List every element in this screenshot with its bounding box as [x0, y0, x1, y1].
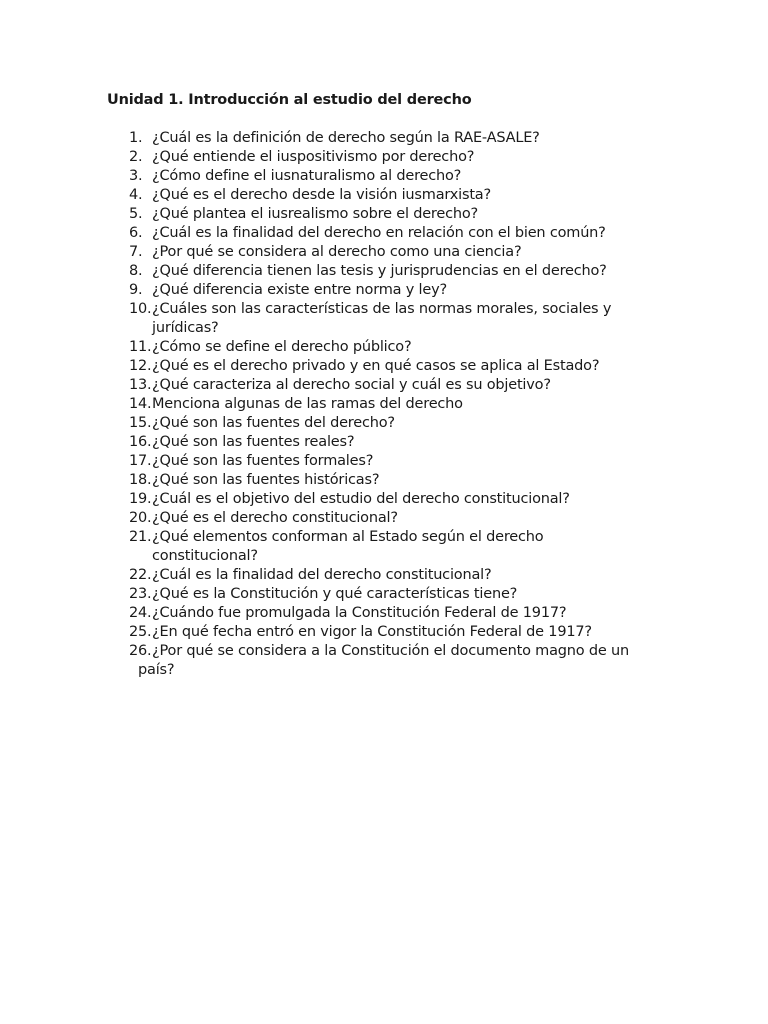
question-number: 18. [129, 472, 152, 488]
question-number: 25. [129, 624, 152, 640]
question-text-line: ¿Qué elementos conforman al Estado según el derecho [152, 529, 544, 545]
question-item [0, 243, 662, 262]
question-text-line: ¿Qué diferencia existe entre norma y ley? [152, 282, 447, 298]
question-text [152, 490, 662, 509]
question-item [0, 205, 662, 224]
question-item [0, 452, 662, 471]
question-number: 2. [129, 149, 143, 165]
question-text [152, 205, 662, 224]
question-text-continuation: jurídicas? [152, 320, 219, 336]
question-text [152, 528, 662, 566]
question-text-line: ¿Qué entiende el iuspositivismo por derecho? [152, 149, 475, 165]
question-text [152, 300, 662, 338]
question-list [0, 129, 768, 680]
question-text-line: ¿Qué caracteriza al derecho social y cuál es su objetivo? [152, 377, 551, 393]
question-item [0, 338, 662, 357]
question-text-line: ¿Qué plantea el iusrealismo sobre el derecho? [152, 206, 479, 222]
question-text-line: ¿Cómo define el iusnaturalismo al derecho? [152, 168, 462, 184]
question-item [0, 300, 662, 338]
question-item [0, 642, 662, 680]
question-text-line: ¿Qué es el derecho privado y en qué casos se aplica al Estado? [152, 358, 600, 374]
question-item [0, 585, 662, 604]
question-number: 1. [129, 130, 143, 146]
question-number: 5. [129, 206, 143, 222]
question-text [152, 262, 662, 281]
question-text-line: ¿Qué es la Constitución y qué características tiene? [152, 586, 518, 602]
question-text-line: ¿Qué es el derecho constitucional? [152, 510, 398, 526]
question-text-line: ¿En qué fecha entró en vigor la Constitución Federal de 1917? [152, 624, 592, 640]
question-text-line: ¿Qué son las fuentes reales? [152, 434, 355, 450]
question-text [152, 604, 662, 623]
question-text [152, 623, 662, 642]
question-number: 15. [129, 415, 152, 431]
question-number: 16. [129, 434, 152, 450]
question-item [0, 186, 662, 205]
question-text [152, 281, 662, 300]
question-text [152, 566, 662, 585]
question-text [152, 433, 662, 452]
question-text [152, 357, 662, 376]
question-text-line: ¿Qué son las fuentes del derecho? [152, 415, 395, 431]
question-text-line: Menciona algunas de las ramas del derecho [152, 396, 463, 412]
question-text-line: ¿Qué es el derecho desde la visión iusmarxista? [152, 187, 491, 203]
question-item [0, 414, 662, 433]
question-item [0, 262, 662, 281]
question-text-line: ¿Cómo se define el derecho público? [152, 339, 412, 355]
question-number: 12. [129, 358, 152, 374]
question-text-line: ¿Cuál es la finalidad del derecho constitucional? [152, 567, 492, 583]
question-number: 3. [129, 168, 143, 184]
question-number: 21. [129, 529, 152, 545]
question-text-line: ¿Cuándo fue promulgada la Constitución Federal de 1917? [152, 605, 567, 621]
question-text [152, 585, 662, 604]
question-text [152, 509, 662, 528]
question-number: 13. [129, 377, 152, 393]
question-item [0, 471, 662, 490]
question-number: 23. [129, 586, 152, 602]
question-item [0, 376, 662, 395]
question-item [0, 433, 662, 452]
question-text [152, 224, 662, 243]
question-item [0, 148, 662, 167]
question-number: 26. [129, 643, 152, 659]
question-item [0, 604, 662, 623]
question-number: 19. [129, 491, 152, 507]
question-number: 10. [129, 301, 152, 317]
question-number: 20. [129, 510, 152, 526]
question-number: 11. [129, 339, 152, 355]
question-number: 14. [129, 396, 152, 412]
question-item [0, 490, 662, 509]
question-number: 9. [129, 282, 143, 298]
question-text-continuation: país? [138, 662, 175, 678]
question-item [0, 281, 662, 300]
question-text-line: ¿Qué diferencia tienen las tesis y jurisprudencias en el derecho? [152, 263, 607, 279]
question-number: 22. [129, 567, 152, 583]
question-item [0, 395, 662, 414]
question-text [152, 167, 662, 186]
question-text-continuation: constitucional? [152, 548, 258, 564]
question-item [0, 129, 662, 148]
question-item [0, 623, 662, 642]
question-item [0, 528, 662, 566]
question-number: 24. [129, 605, 152, 621]
question-text-line: ¿Cuál es el objetivo del estudio del derecho constitucional? [152, 491, 570, 507]
question-text [152, 338, 662, 357]
question-text-line: ¿Qué son las fuentes formales? [152, 453, 374, 469]
question-text-line: ¿Por qué se considera al derecho como una ciencia? [152, 244, 522, 260]
question-text [152, 186, 662, 205]
question-text [152, 129, 662, 148]
question-number: 8. [129, 263, 143, 279]
question-number: 17. [129, 453, 152, 469]
question-number: 4. [129, 187, 143, 203]
question-number: 6. [129, 225, 143, 241]
question-text-line: ¿Cuál es la definición de derecho según la RAE-ASALE? [152, 130, 540, 146]
question-text [152, 376, 662, 395]
question-text-line: ¿Qué son las fuentes históricas? [152, 472, 380, 488]
question-text-line: ¿Cuáles son las características de las normas morales, sociales y [152, 301, 612, 317]
question-text [152, 452, 662, 471]
question-text [152, 395, 662, 414]
question-text [152, 148, 662, 167]
page-title: Unidad 1. Introducción al estudio del derecho [107, 92, 472, 108]
question-text-line: ¿Por qué se considera a la Constitución el documento magno de un [152, 643, 629, 659]
question-item [0, 224, 662, 243]
question-number: 7. [129, 244, 143, 260]
question-item [0, 566, 662, 585]
question-item [0, 509, 662, 528]
question-text-line: ¿Cuál es la finalidad del derecho en relación con el bien común? [152, 225, 606, 241]
question-text [152, 243, 662, 262]
question-text [152, 471, 662, 490]
question-item [0, 357, 662, 376]
question-text [152, 414, 662, 433]
question-item [0, 167, 662, 186]
